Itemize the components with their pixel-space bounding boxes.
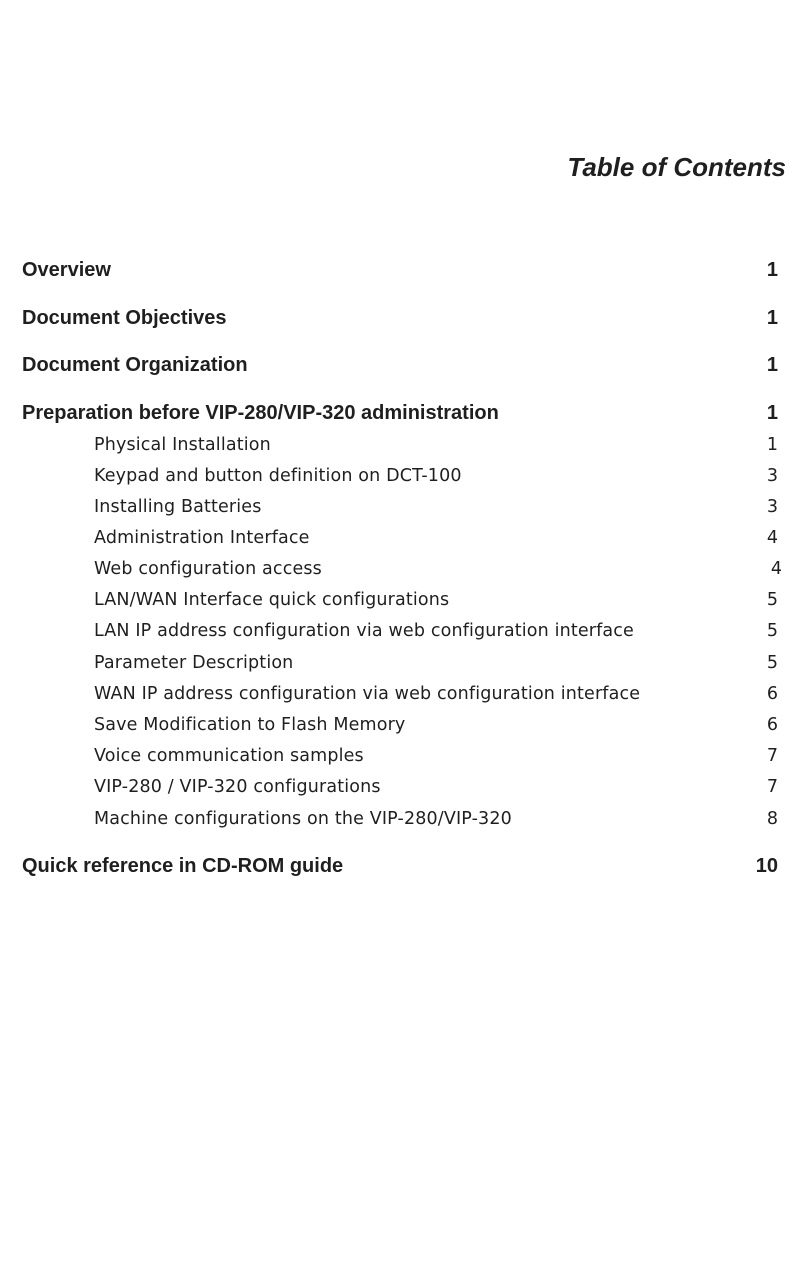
toc-entry-page: 1 (766, 259, 778, 281)
toc-entry-preparation[interactable] (0, 399, 808, 427)
toc-entry-label: Overview (22, 259, 111, 281)
toc-entry-page: 10 (755, 855, 778, 877)
toc-entry-label: Quick reference in CD-ROM guide (22, 855, 344, 877)
toc-subentry-label: Physical Installation (94, 435, 271, 455)
toc-entry-page: 1 (766, 402, 778, 424)
toc-subentry-label: Save Modification to Flash Memory (94, 715, 406, 735)
toc-subentry-lan-ip-config[interactable] (0, 617, 808, 645)
toc-subentry-page: 5 (766, 621, 778, 641)
toc-subentry-label: WAN IP address configuration via web configuration interface (94, 684, 641, 704)
toc-subentry-lan-wan-quick-config[interactable] (0, 586, 808, 614)
toc-subentry-page: 7 (766, 746, 778, 766)
toc-subentry-label: Machine configurations on the VIP-280/VIP-320 (94, 809, 512, 829)
toc-subentry-page: 1 (766, 435, 778, 455)
toc-subentry-parameter-description[interactable] (0, 649, 808, 677)
toc-subentry-keypad[interactable] (0, 462, 808, 490)
toc-entry-document-objectives[interactable] (0, 304, 808, 332)
toc-subentry-web-configuration-access[interactable] (0, 555, 808, 583)
toc-subentry-page: 4 (770, 559, 782, 579)
toc-subentry-label: Parameter Description (94, 653, 294, 673)
toc-entry-label: Document Organization (22, 354, 248, 376)
toc-subentry-machine-configurations[interactable] (0, 805, 808, 833)
toc-subentry-page: 7 (766, 777, 778, 797)
toc-subentry-page: 6 (766, 684, 778, 704)
toc-entry-page: 1 (766, 307, 778, 329)
toc-entry-page: 1 (766, 354, 778, 376)
toc-subentry-page: 4 (766, 528, 778, 548)
toc-subentry-administration-interface[interactable] (0, 524, 808, 552)
toc-subentry-label: VIP-280 / VIP-320 configurations (94, 777, 381, 797)
toc-subentry-physical-installation[interactable] (0, 431, 808, 459)
toc-subentry-save-modification[interactable] (0, 711, 808, 739)
toc-subentry-installing-batteries[interactable] (0, 493, 808, 521)
toc-subentry-label: LAN IP address configuration via web configuration interface (94, 621, 634, 641)
toc-entry-quick-reference[interactable] (0, 852, 808, 880)
toc-entry-document-organization[interactable] (0, 351, 808, 379)
toc-subentry-page: 5 (766, 590, 778, 610)
toc-subentry-voice-communication[interactable] (0, 742, 808, 770)
toc-subentry-label: LAN/WAN Interface quick configurations (94, 590, 450, 610)
toc-subentry-page: 3 (766, 466, 778, 486)
toc-subentry-label: Voice communication samples (94, 746, 364, 766)
toc-subentry-page: 8 (766, 809, 778, 829)
toc-subentry-page: 3 (766, 497, 778, 517)
toc-subentry-page: 6 (766, 715, 778, 735)
toc-subentry-label: Keypad and button definition on DCT-100 (94, 466, 462, 486)
toc-entry-label: Document Objectives (22, 307, 227, 329)
toc-entry-overview[interactable] (0, 256, 808, 284)
toc-subentry-wan-ip-config[interactable] (0, 680, 808, 708)
toc-subentry-page: 5 (766, 653, 778, 673)
toc-subentry-label: Web configuration access (94, 559, 322, 579)
toc-subentry-vip-configurations[interactable] (0, 773, 808, 801)
toc-subentry-label: Administration Interface (94, 528, 310, 548)
page-title: Table of Contents (567, 152, 786, 182)
toc-entry-label: Preparation before VIP-280/VIP-320 administration (22, 402, 499, 424)
toc-subentry-label: Installing Batteries (94, 497, 262, 517)
